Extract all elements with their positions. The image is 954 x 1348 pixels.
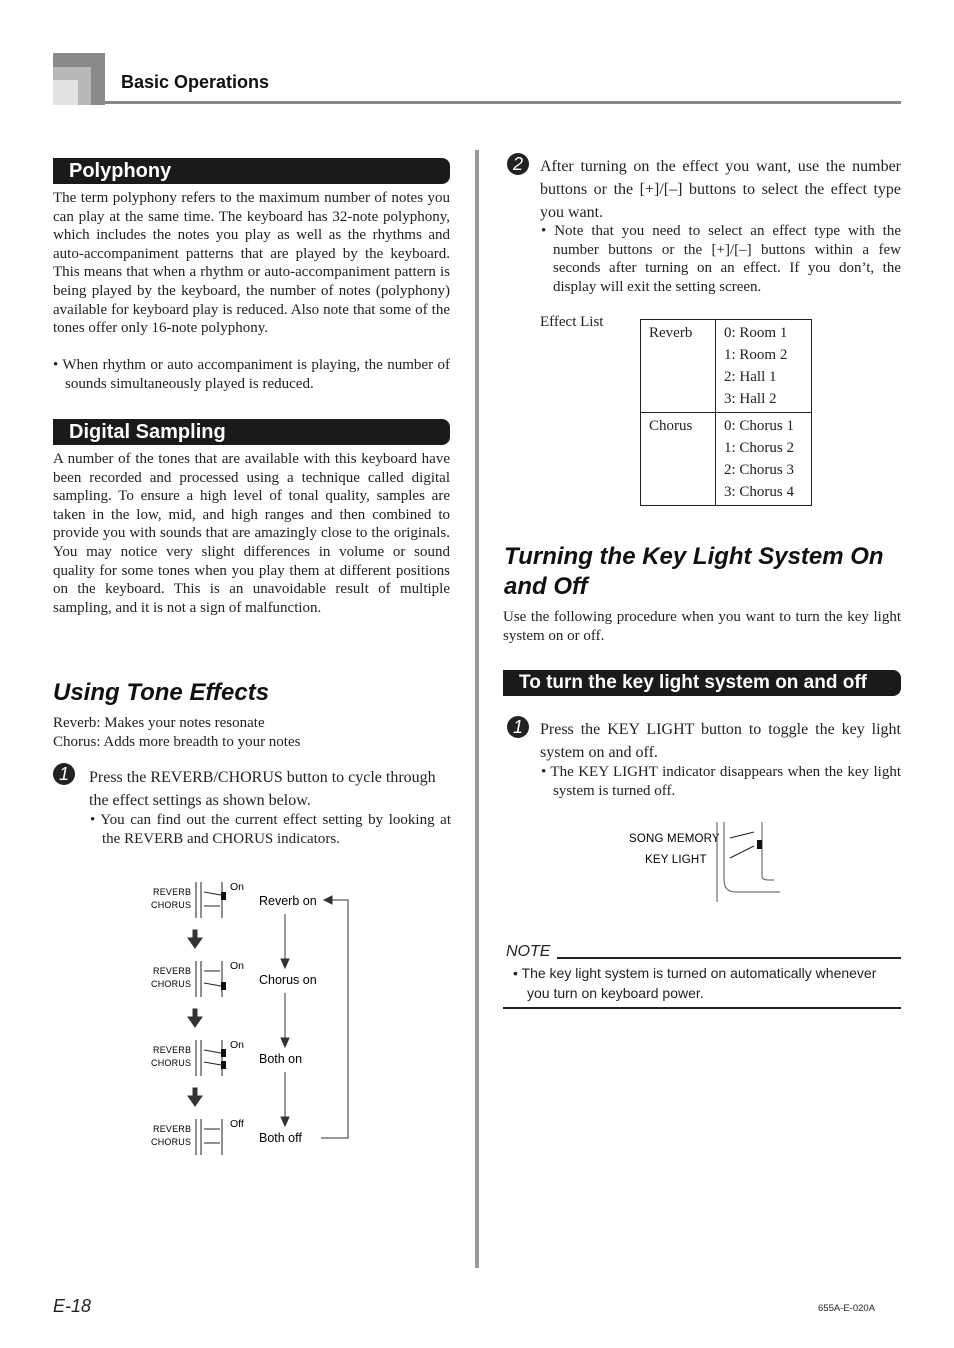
svg-text:CHORUS: CHORUS xyxy=(151,979,192,989)
page-number: E-18 xyxy=(53,1296,92,1316)
key-light-subheading: To turn the key light system on and off xyxy=(503,670,901,696)
tone-step-2-bullet: • Note that you need to select an effect type with the number buttons or the [+]/[–] buttons within a few seconds after turning on an effect. If you don’t, the display will exit the setting screen. xyxy=(541,223,901,295)
key-light-indicator-diagram xyxy=(620,818,780,908)
note-bottom-rule xyxy=(503,1007,901,1009)
key-light-indicator-lit xyxy=(757,840,762,849)
reverb-description: Reverb: Makes your notes resonate xyxy=(53,715,265,731)
polyphony-paragraph: The term polyphony refers to the maximum number of notes you can play at the same time. The keyboard has 32-note polyphony, which includes the notes you play as well as the rhythms and auto-accompaniment patterns that are played by the keyboard. This means that when a rhythm or auto-accompaniment pattern is being played by the keyboard, the number of notes (polyphony) available for keyboard play is reduced. Also note that some of the tones offer only 16-note polyphony. xyxy=(53,190,450,337)
effect-types xyxy=(716,413,812,506)
effect-type: 1: Chorus 2 xyxy=(724,440,795,456)
header-rule xyxy=(105,101,901,104)
chorus-description: Chorus: Adds more breadth to your notes xyxy=(53,734,301,750)
digital-sampling-heading: Digital Sampling xyxy=(53,419,450,445)
effect-type: 0: Room 1 xyxy=(724,325,788,341)
indicator-chorus-label: CHORUS xyxy=(151,900,192,910)
reverb-chorus-cycle-diagram xyxy=(140,870,370,1170)
svg-text:Chorus on: Chorus on xyxy=(259,973,317,987)
key-light-step-1-text: Press the KEY LIGHT button to toggle the key light system on and off. xyxy=(540,721,901,761)
cycle-state-reverb-on xyxy=(151,881,317,918)
svg-text:Both on: Both on xyxy=(259,1052,303,1066)
effect-type: 2: Chorus 3 xyxy=(724,462,795,478)
note-bullet: • The key light system is turned on automatically whenever you turn on keyboard power. xyxy=(513,965,877,1001)
key-light-intro: Use the following procedure when you want to turn the key light system on or off. xyxy=(503,609,901,644)
polyphony-bullet: • When rhythm or auto accompaniment is playing, the number of sounds simultaneously played is reduced. xyxy=(53,357,450,392)
song-memory-label: SONG MEMORY xyxy=(629,833,720,845)
effect-list-table xyxy=(640,319,812,506)
effect-type: 0: Chorus 1 xyxy=(724,418,795,434)
header-graphic-core xyxy=(53,80,78,105)
key-light-label: KEY LIGHT xyxy=(645,854,707,866)
tone-step-1-bullet: • You can find out the current effect setting by looking at the REVERB and CHORUS indicators. xyxy=(90,812,451,847)
document-code: 655A-E-020A xyxy=(818,1303,876,1314)
cycle-state-both-off xyxy=(151,1118,302,1155)
step-2-number: 2 xyxy=(507,153,529,175)
step-1-number: 1 xyxy=(53,763,75,785)
indicator-reverb-label: REVERB xyxy=(153,887,192,897)
cycle-state-both-on xyxy=(151,1039,302,1076)
status-on-1: On xyxy=(230,881,245,893)
svg-text:REVERB: REVERB xyxy=(153,1045,192,1055)
cycle-state-chorus-on xyxy=(151,960,317,997)
svg-text:On: On xyxy=(230,960,245,972)
polyphony-heading: Polyphony xyxy=(53,158,450,184)
key-light-step-1-number: 1 xyxy=(507,716,529,738)
down-arrow-icon xyxy=(188,1009,202,1027)
key-light-step-1-bullet: • The KEY LIGHT indicator disappears when the key light system is turned off. xyxy=(541,764,901,799)
key-light-title-line1: Turning the Key Light System On xyxy=(504,543,884,570)
down-arrow-icon xyxy=(188,930,202,948)
svg-text:CHORUS: CHORUS xyxy=(151,1058,192,1068)
effect-group-chorus xyxy=(641,413,812,506)
effect-group-name: Chorus xyxy=(641,413,716,506)
chorus-indicator-lit xyxy=(221,982,226,990)
svg-text:Off: Off xyxy=(230,1118,244,1130)
effect-list-label: Effect List xyxy=(540,314,604,330)
svg-text:REVERB: REVERB xyxy=(153,966,192,976)
reverb-indicator-lit xyxy=(221,892,226,900)
note-label: NOTE xyxy=(506,943,551,960)
effect-types xyxy=(716,320,812,413)
tone-step-1-text: Press the REVERB/CHORUS button to cycle through the effect settings as shown below. xyxy=(89,769,436,809)
svg-text:REVERB: REVERB xyxy=(153,1124,192,1134)
tone-step-2-text: After turning on the effect you want, use the number buttons or the [+]/[–] buttons to select the effect type you want. xyxy=(540,158,901,221)
effect-type: 3: Hall 2 xyxy=(724,391,777,407)
state-label-reverb-on: Reverb on xyxy=(259,894,317,908)
tone-effects-title: Using Tone Effects xyxy=(53,679,270,706)
effect-type: 1: Room 2 xyxy=(724,347,788,363)
key-light-title-line2: and Off xyxy=(504,573,588,600)
digital-sampling-paragraph: A number of the tones that are available with this keyboard have been recorded and processed using a technique called digital sampling. To ensure a high level of tonal quality, samples are taken in the low, mid, and high ranges and then combined to provide you with sounds that are amazingly close to the originals. You may notice very slight differences in volume or sound quality for some tones when you play them at different positions on the keyboard. This is an unavoidable result of multiple sampling, and it is not a sign of malfunction. xyxy=(53,451,450,616)
svg-text:On: On xyxy=(230,1039,245,1051)
effect-group-reverb xyxy=(641,320,812,413)
down-arrow-icons xyxy=(188,930,202,1106)
effect-group-name: Reverb xyxy=(641,320,716,413)
effect-type: 3: Chorus 4 xyxy=(724,484,795,500)
effect-type: 2: Hall 1 xyxy=(724,369,777,385)
svg-text:CHORUS: CHORUS xyxy=(151,1137,192,1147)
down-arrow-icon xyxy=(188,1088,202,1106)
note-top-rule xyxy=(557,957,901,959)
cycle-connector-arrows xyxy=(281,896,348,1138)
section-header-title: Basic Operations xyxy=(121,72,270,92)
svg-text:Both off: Both off xyxy=(259,1131,302,1145)
column-divider xyxy=(475,150,479,1268)
